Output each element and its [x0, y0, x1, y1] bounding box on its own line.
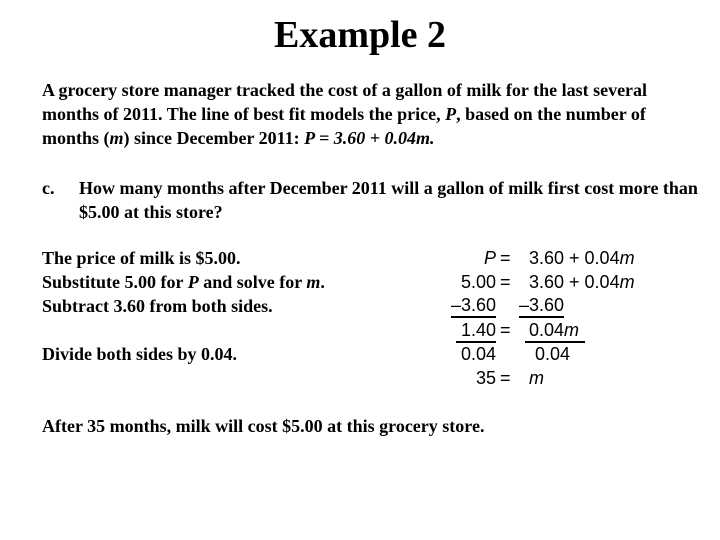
work-row-1-rhs: 3.60 + 0.04m	[529, 248, 635, 268]
work-row-1	[0, 246, 720, 270]
work-row-6-eq: =	[500, 368, 511, 388]
work-row-5	[0, 342, 720, 366]
step-2-text-a: Substitute 5.00 for	[42, 272, 188, 292]
work-row-4-rhs: 0.04m	[529, 320, 580, 340]
intro-text-1: A grocery store manager tracked the cost of a gallon of milk for the last several months of 2011. The line of best fit models the price,	[42, 80, 648, 124]
work-row-3-rhs: –3.60	[519, 294, 564, 318]
work-row-2-eq: =	[500, 272, 511, 292]
intro-var-p: P	[445, 104, 457, 124]
intro-var-m: m	[109, 128, 124, 148]
work-row-4	[0, 318, 720, 342]
question-text: How many months after December 2011 will a gallon of milk first cost more than $5.00 at this store?	[79, 178, 698, 222]
question-letter: c.	[42, 178, 55, 198]
step-2-text-c: .	[320, 272, 325, 292]
work-row-4-eq: =	[500, 320, 511, 340]
work-row-3	[0, 294, 720, 318]
problem-intro	[42, 78, 692, 150]
step-2-var-p: P	[187, 272, 199, 292]
intro-text-2: , based on the number of months (	[42, 104, 646, 148]
work-row-5-lhs: 0.04	[460, 344, 496, 364]
step-2-var-m: m	[306, 272, 321, 292]
conclusion: After 35 months, milk will cost $5.00 at this grocery store.	[42, 416, 485, 436]
work-row-2-lhs: 5.00	[460, 272, 496, 292]
step-4: Divide both sides by 0.04.	[42, 344, 238, 364]
page-title: Example 2	[273, 14, 447, 56]
step-3: Subtract 3.60 from both sides.	[42, 296, 273, 316]
work-row-6	[0, 366, 720, 390]
work-row-2-rhs: 3.60 + 0.04m	[529, 272, 635, 292]
work-row-3-lhs: –3.60	[451, 294, 496, 318]
work-row-1-lhs: P	[483, 248, 496, 268]
work-row-2	[0, 270, 720, 294]
step-1: The price of milk is $5.00.	[42, 248, 241, 268]
intro-equation: P = 3.60 + 0.04m.	[304, 128, 435, 148]
work-row-6-lhs: 35	[475, 368, 496, 388]
work-row-5-rhs: 0.04	[535, 344, 571, 364]
work-row-1-eq: =	[500, 248, 511, 268]
intro-text-3: ) since December 2011:	[123, 128, 305, 148]
step-2-text-b: and solve for	[198, 272, 307, 292]
work-row-4-lhs: 1.40	[460, 320, 496, 340]
work-row-6-rhs: m	[529, 368, 544, 388]
